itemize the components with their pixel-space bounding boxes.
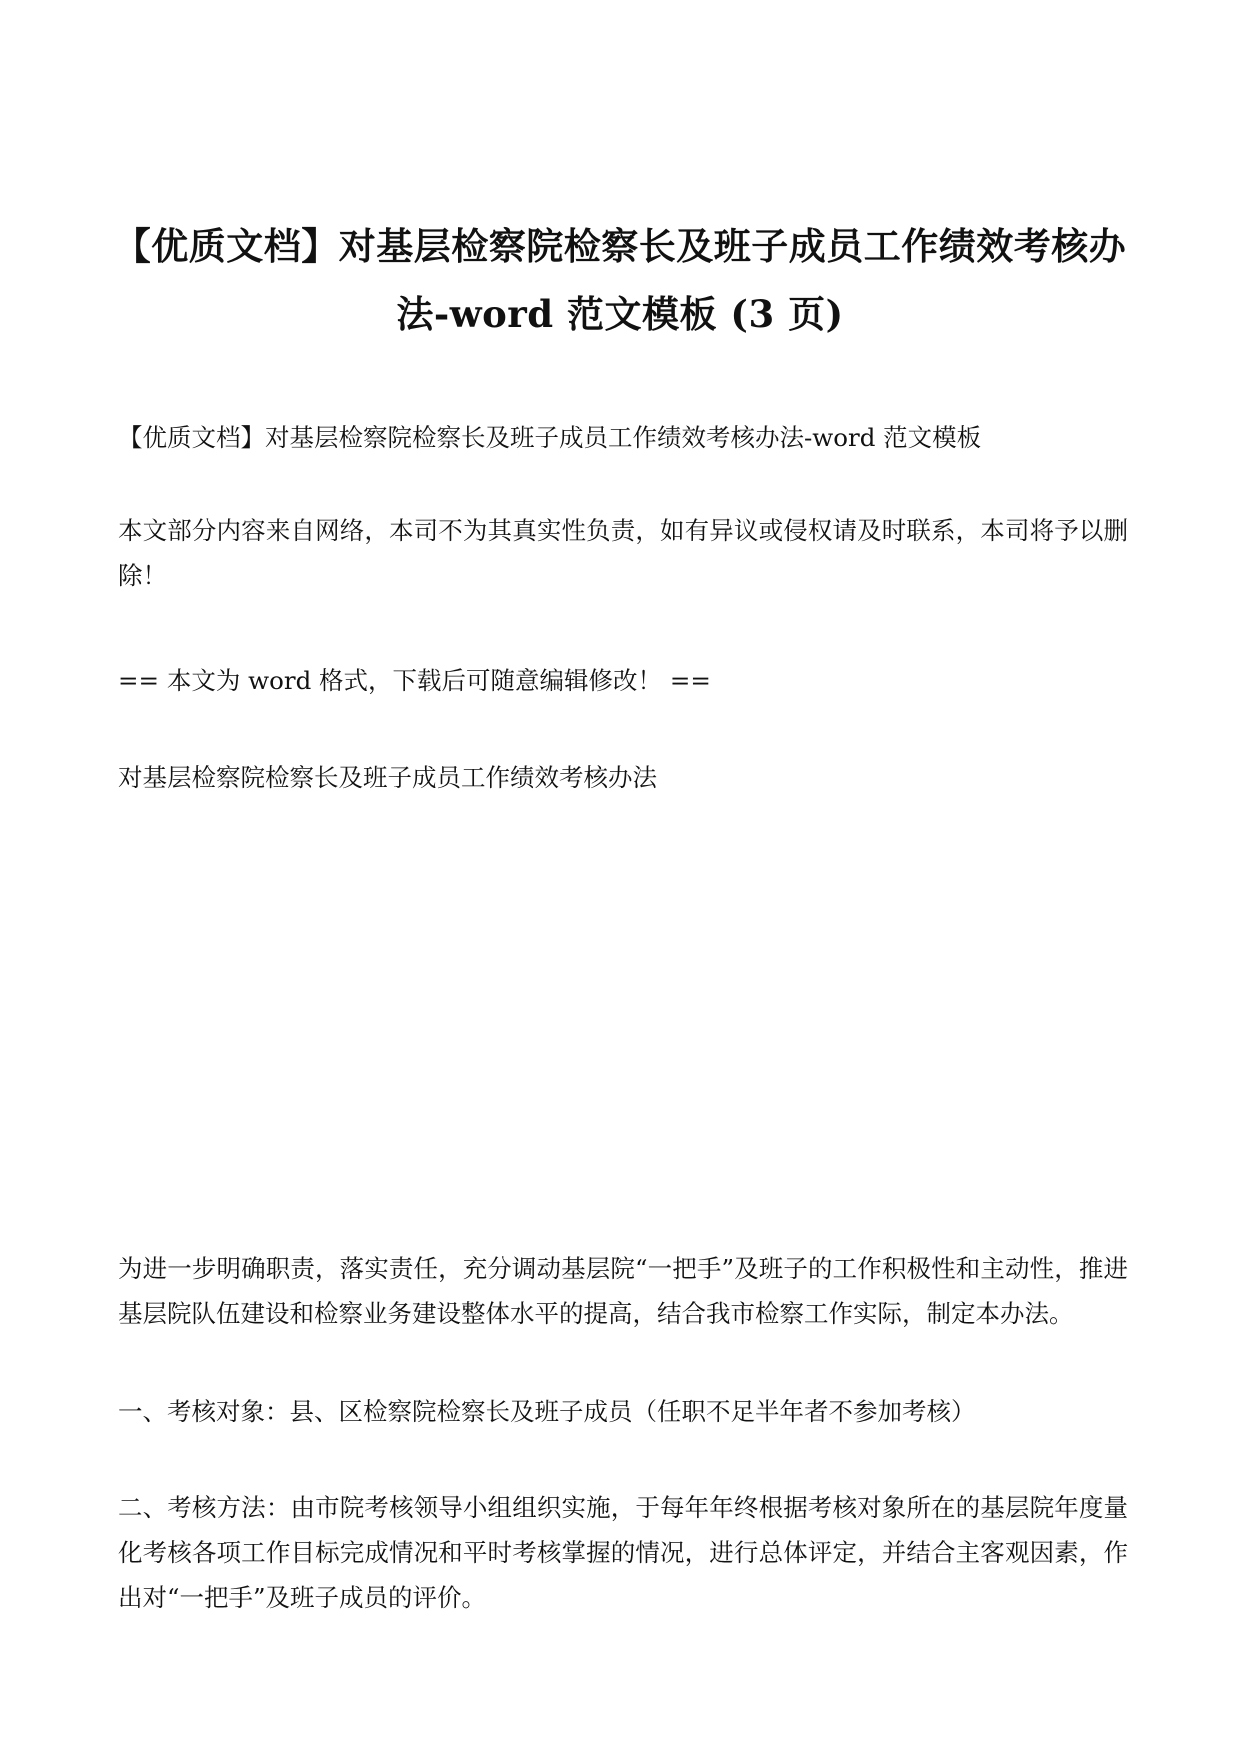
- paragraph-section-2: 二、考核方法：由市院考核领导小组组织实施，于每年年终根据考核对象所在的基层院年度量化考核各项工作目标完成情况和平时考核掌握的情况，进行总体评定，并结合主客观因素，作出对“一把手”及班子成员的评价。: [118, 1493, 1128, 1612]
- paragraph-format-note: == 本文为 word 格式，下载后可随意编辑修改！ ==: [118, 666, 711, 695]
- paragraph-subtitle: 【优质文档】对基层检察院检察长及班子成员工作绩效考核办法-word 范文模板: [118, 423, 982, 452]
- document-title: 【优质文档】对基层检察院检察长及班子成员工作绩效考核办法-word 范文模板 (3 页): [113, 224, 1127, 336]
- paragraph-heading: 对基层检察院检察长及班子成员工作绩效考核办法: [118, 763, 657, 792]
- paragraph-section-1: 一、考核对象：县、区检察院检察长及班子成员（任职不足半年者不参加考核）: [118, 1397, 976, 1426]
- paragraph-intro: 为进一步明确职责，落实责任，充分调动基层院“一把手”及班子的工作积极性和主动性，推进基层院队伍建设和检察业务建设整体水平的提高，结合我市检察工作实际，制定本办法。: [118, 1254, 1128, 1328]
- paragraph-disclaimer: 本文部分内容来自网络，本司不为其真实性负责，如有异议或侵权请及时联系，本司将予以删除！: [118, 516, 1128, 590]
